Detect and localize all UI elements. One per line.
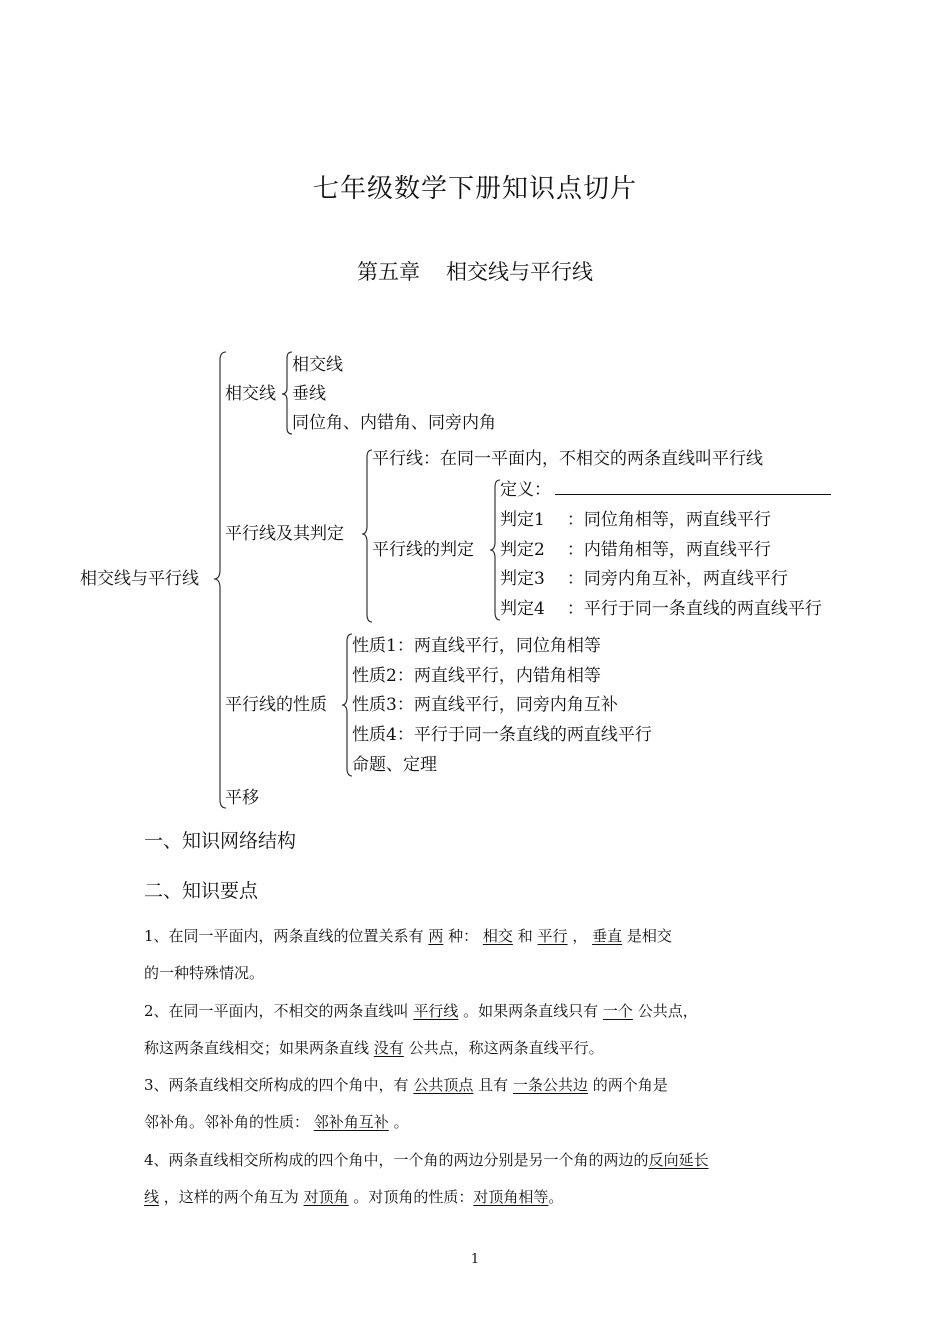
definition-blank — [555, 481, 831, 495]
page-title: 七年级数学下册知识点切片 — [312, 174, 637, 204]
blank-answer: 对顶角相等 — [473, 1188, 549, 1206]
judge-brace — [490, 480, 500, 620]
branch1-brace — [282, 352, 292, 434]
section-key-points: 二、知识要点 — [144, 880, 259, 902]
branch-translation: 平移 — [225, 788, 259, 808]
section-knowledge-network: 一、知识网络结构 — [144, 830, 297, 852]
blank-answer: 平行 — [537, 927, 568, 945]
judgement-4: 判定4 ：平行于同一条直线的两直线平行 — [500, 599, 822, 619]
blank-answer: 线 — [144, 1188, 160, 1206]
property-1: 性质1：两直线平行，同位角相等 — [352, 636, 601, 656]
point-2-line-1: 2、在同一平面内，不相交的两条直线叫 平行线 。如果两条直线只有 一个 公共点， — [144, 1002, 698, 1020]
point-2-line-2: 称这两条直线相交；如果两条直线 没有 公共点，称这两条直线平行。 — [144, 1039, 604, 1057]
chapter-name: 相交线与平行线 — [446, 260, 593, 284]
tree-root: 相交线与平行线 — [80, 569, 199, 589]
b1-item-3: 同位角、内错角、同旁内角 — [292, 413, 496, 433]
blank-answer: 反向延长 — [648, 1151, 709, 1169]
point-4-line-1: 4、两条直线相交所构成的四个角中，一个角的两边分别是另一个角的两边的反向延长 — [144, 1151, 709, 1169]
point-1-line-2: 的一种特殊情况。 — [144, 964, 265, 982]
judgement-1: 判定1 ：同位角相等，两直线平行 — [500, 510, 771, 530]
blank-answer: 一条公共边 — [512, 1076, 588, 1094]
b1-item-2: 垂线 — [292, 384, 326, 404]
point-4-line-2: 线 ，这样的两个角互为 对顶角 。对顶角的性质：对顶角相等。 — [144, 1188, 564, 1206]
point-3-line-2: 邻补角。邻补角的性质： 邻补角互补 。 — [144, 1113, 409, 1131]
blank-answer: 对顶角 — [303, 1188, 349, 1206]
blank-answer: 邻补角互补 — [313, 1113, 389, 1131]
blank-answer: 两 — [428, 927, 444, 945]
blank-answer: 相交 — [482, 927, 513, 945]
blank-answer: 公共顶点 — [413, 1076, 474, 1094]
parallel-definition: 平行线：在同一平面内，不相交的两条直线叫平行线 — [372, 449, 763, 469]
proposition-theorem: 命题、定理 — [352, 755, 437, 775]
branch-intersecting-lines: 相交线 — [225, 384, 276, 404]
blank-answer: 平行线 — [413, 1002, 459, 1020]
judgement-3: 判定3 ：同旁内角互补，两直线平行 — [500, 569, 788, 589]
blank-answer: 一个 — [602, 1002, 633, 1020]
page-number: 1 — [470, 1252, 480, 1267]
blank-answer: 垂直 — [592, 927, 623, 945]
branch3-brace — [342, 634, 352, 776]
property-3: 性质3：两直线平行，同旁内角互补 — [352, 695, 618, 715]
point-3-line-1: 3、两条直线相交所构成的四个角中，有 公共顶点 且有 一条公共边 的两个角是 — [144, 1076, 668, 1094]
blank-answer: 没有 — [373, 1039, 404, 1057]
judgement-label: 平行线的判定 — [372, 540, 474, 560]
branch2-brace — [362, 450, 372, 622]
root-brace — [214, 352, 226, 808]
branch-parallel-properties: 平行线的性质 — [225, 695, 327, 715]
judgement-definition: 定义： — [500, 480, 831, 500]
branch-parallel-and-judgement: 平行线及其判定 — [225, 524, 344, 544]
b1-item-1: 相交线 — [292, 355, 343, 375]
property-4: 性质4：平行于同一条直线的两直线平行 — [352, 725, 652, 745]
judgement-2: 判定2 ：内错角相等，两直线平行 — [500, 540, 771, 560]
property-2: 性质2：两直线平行，内错角相等 — [352, 666, 601, 686]
chapter-number: 第五章 — [357, 260, 420, 284]
point-1-line-1: 1、在同一平面内，两条直线的位置关系有 两 种： 相交 和 平行 ， 垂直 是相交 — [144, 927, 672, 945]
